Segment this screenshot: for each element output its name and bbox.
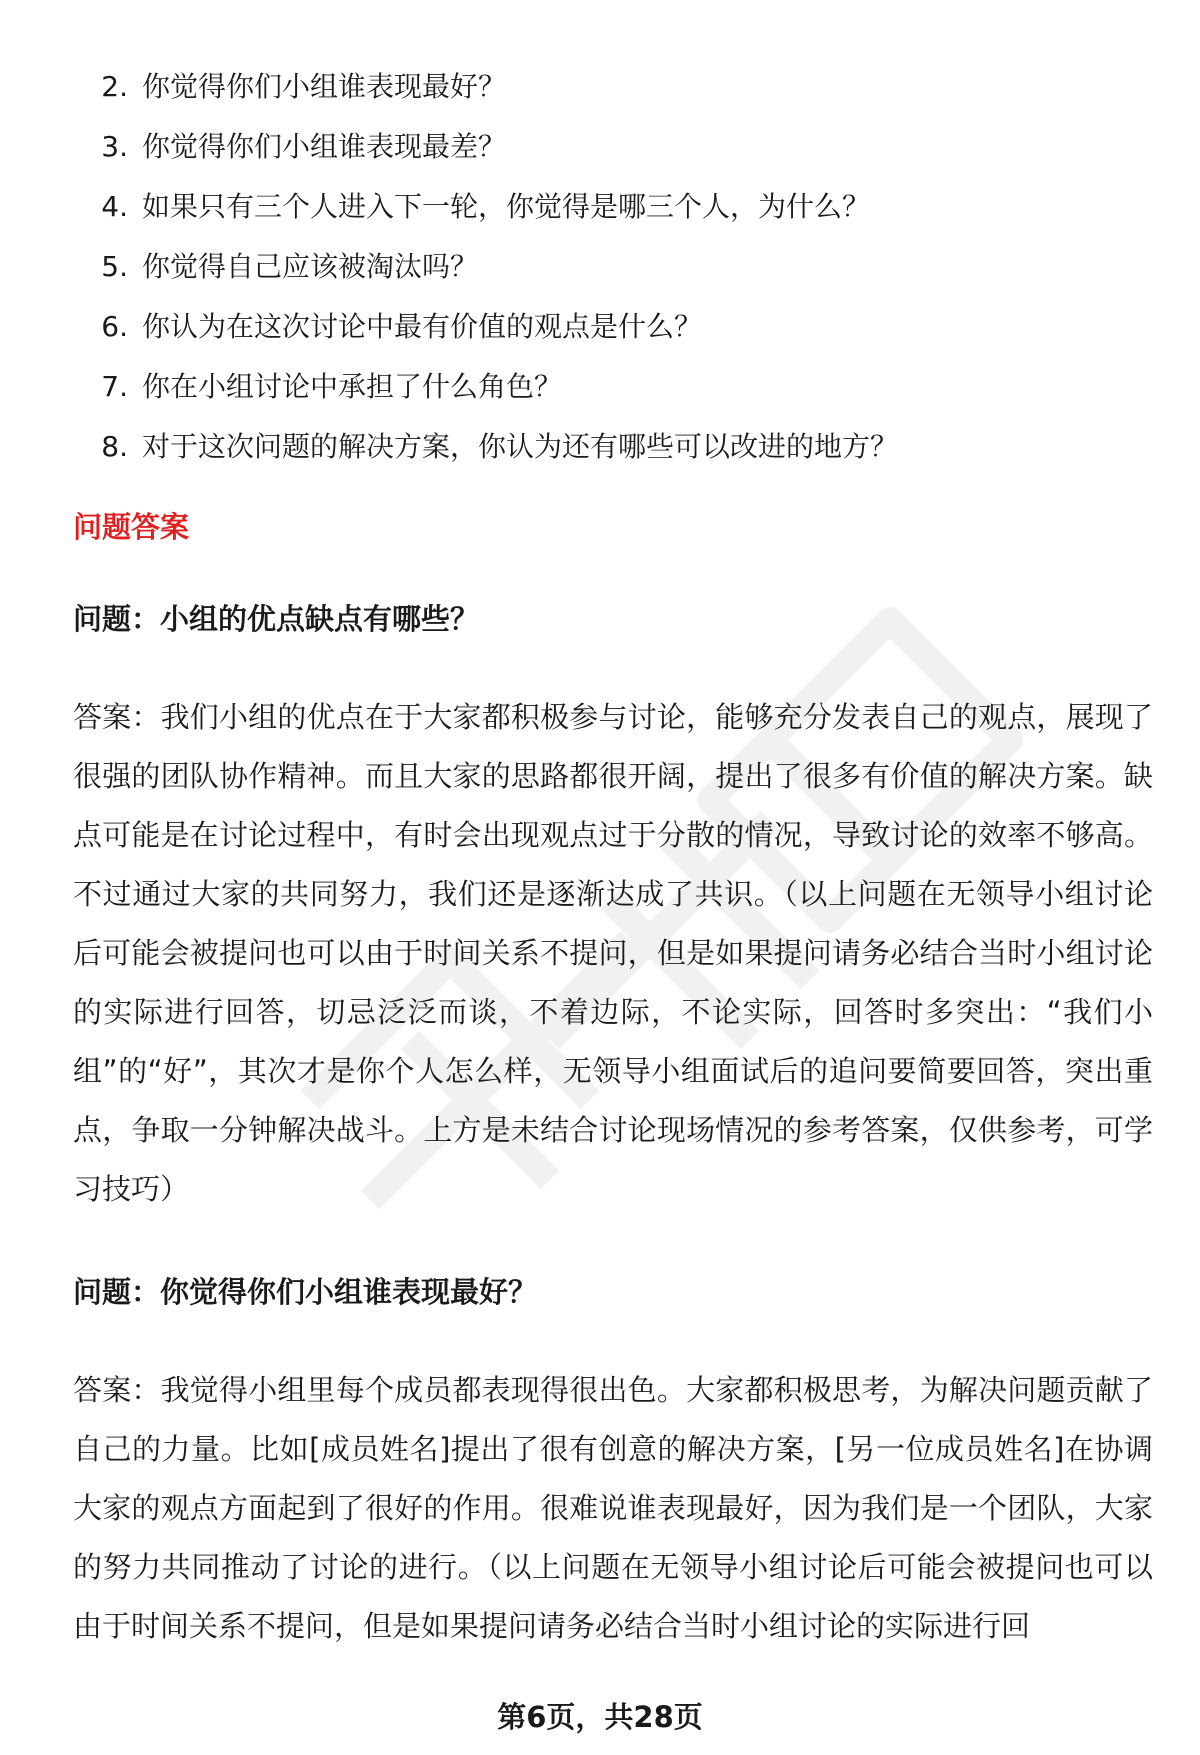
list-number: 8. bbox=[101, 430, 128, 463]
question-list bbox=[73, 63, 898, 483]
list-text: 你在小组讨论中承担了什么角色？ bbox=[142, 370, 563, 403]
question-heading: 问题：小组的优点缺点有哪些？ bbox=[73, 602, 480, 636]
page-footer: 第6页，共28页 bbox=[497, 1700, 703, 1734]
list-item bbox=[73, 123, 898, 183]
section-title: 问题答案 bbox=[73, 510, 190, 544]
list-item bbox=[73, 243, 898, 303]
list-number: 6. bbox=[101, 310, 128, 343]
list-number: 3. bbox=[101, 130, 128, 163]
list-number: 4. bbox=[101, 190, 128, 223]
list-number: 7. bbox=[101, 370, 128, 403]
list-text: 你认为在这次讨论中最有价值的观点是什么？ bbox=[142, 310, 703, 343]
list-text: 你觉得你们小组谁表现最差？ bbox=[142, 130, 507, 163]
list-item bbox=[73, 423, 898, 483]
list-item bbox=[73, 303, 898, 363]
answer-paragraph: 答案：我觉得小组里每个成员都表现得很出色。大家都积极思考，为解决问题贡献了自己的力量。比如[成员姓名]提出了很有创意的解决方案，[另一位成员姓名]在协调大家的观点方面起到了很好的作用。很难说谁表现最好，因为我们是一个团队，大家的努力共同推动了讨论的进行。（以上问题在无领导小组讨论后可能会被提问也可以由于时间关系不提问，但是如果提问请务必结合当时小组讨论的实际进行回 bbox=[73, 1373, 1153, 1643]
list-item bbox=[73, 183, 898, 243]
list-number: 2. bbox=[101, 70, 128, 103]
list-number: 5. bbox=[101, 250, 128, 283]
list-text: 如果只有三个人进入下一轮，你觉得是哪三个人，为什么？ bbox=[142, 190, 871, 223]
list-text: 你觉得自己应该被淘汰吗？ bbox=[142, 250, 479, 283]
list-text: 对于这次问题的解决方案，你认为还有哪些可以改进的地方？ bbox=[142, 430, 899, 463]
list-text: 你觉得你们小组谁表现最好？ bbox=[142, 70, 507, 103]
list-item bbox=[73, 63, 898, 123]
answer-paragraph: 答案：我们小组的优点在于大家都积极参与讨论，能够充分发表自己的观点，展现了很强的团队协作精神。而且大家的思路都很开阔，提出了很多有价值的解决方案。缺点可能是在讨论过程中，有时会出现观点过于分散的情况，导致讨论的效率不够高。不过通过大家的共同努力，我们还是逐渐达成了共识。（以上问题在无领导小组讨论后可能会被提问也可以由于时间关系不提问，但是如果提问请务必结合当时小组讨论的实际进行回答，切忌泛泛而谈，不着边际，不论实际，回答时多突出：“我们小组”的“好”，其次才是你个人怎么样，无领导小组面试后的追问要简要回答，突出重点，争取一分钟解决战斗。上方是未结合讨论现场情况的参考答案，仅供参考，可学习技巧） bbox=[73, 700, 1153, 1206]
list-item bbox=[73, 363, 898, 423]
question-heading: 问题：你觉得你们小组谁表现最好？ bbox=[73, 1275, 538, 1309]
